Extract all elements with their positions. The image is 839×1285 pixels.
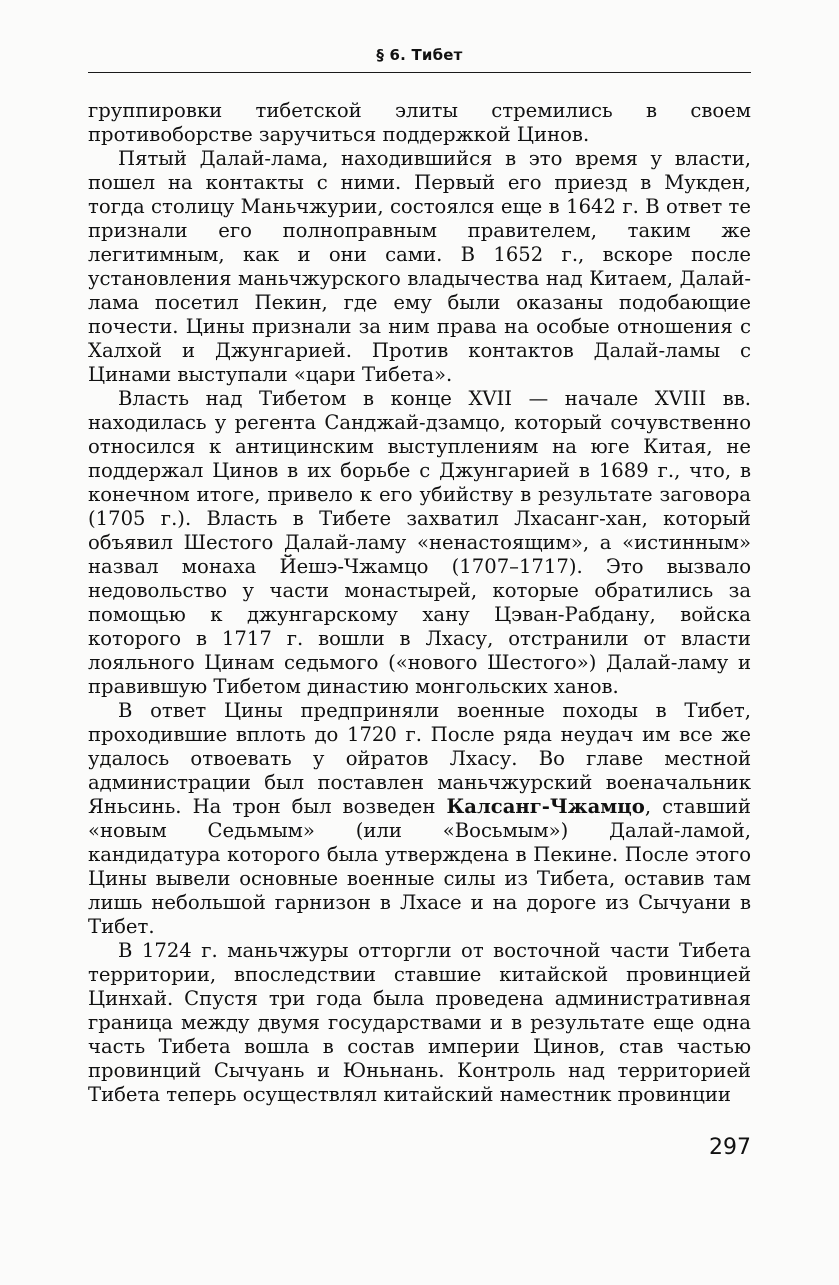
paragraph-4-bold-name: Калсанг-Чжамцо [446,795,645,818]
page-number: 297 [709,1135,751,1160]
paragraph-4-text-after: , ставший «новым Седьмым» (или «Восьмым») Далай-ламой, кандидатура которого была утверждена в Пекине. После этого Цины вывели основные военные силы из Тибета, оставив там лишь небольшой гарнизон в Лхасе и на дороге из Сычуани в Тибет. [88,795,751,938]
paragraph-4 [88,699,751,939]
body-text [88,99,751,1107]
header-rule [88,72,751,73]
paragraph-1: группировки тибетской элиты стремились в своем противоборстве заручиться поддержкой Цинов. [88,99,751,146]
running-head: § 6. Тибет [376,46,463,64]
paragraph-2: Пятый Далай-лама, находившийся в это время у власти, пошел на контакты с ними. Первый его приезд в Мукден, тогда столицу Маньчжурии, состоялся еще в 1642 г. В ответ те признали его полноправным правителем, таким же легитимным, как и они сами. В 1652 г., вскоре после установления маньчжурского владычества над Китаем, Далай-лама посетил Пекин, где ему были оказаны подобающие почести. Цины признали за ним права на особые отношения с Халхой и Джунгарией. Против контактов Далай-ламы с Цинами выступали «цари Тибета». [88,147,751,386]
paragraph-5: В 1724 г. маньчжуры отторгли от восточной части Тибета территории, впоследствии ставшие китайской провинцией Цинхай. Спустя три года была проведена административная граница между двумя государствами и в результате еще одна часть Тибета вошла в состав империи Цинов, став частью провинций Сычуань и Юньнань. Контроль над территорией Тибета теперь осуществлял китайский наместник провинции [88,939,751,1106]
paragraph-4-text-before: В ответ Цины предприняли военные походы в Тибет, проходившие вплоть до 1720 г. После ряда неудач им все же удалось отвоевать у ойратов Лхасу. Во главе местной администрации был поставлен маньчжурский военачальник Яньсинь. На трон был возведен [88,699,751,818]
paragraph-3: Власть над Тибетом в конце XVII — начале XVIII вв. находилась у регента Санджай-дзамцо, который сочувственно относился к антицинским выступлениям на юге Китая, не поддержал Цинов в их борьбе с Джунгарией в 1689 г., что, в конечном итоге, привело к его убийству в результате заговора (1705 г.). Власть в Тибете захватил Лхасанг-хан, который объявил Шестого Далай-ламу «ненастоящим», а «истинным» назвал монаха Йешэ-Чжамцо (1707–1717). Это вызвало недовольство у части монастырей, которые обратились за помощью к джунгарскому хану Цэван-Рабдану, войска которого в 1717 г. вошли в Лхасу, отстранили от власти лояльного Цинам седьмого («нового Шестого») Далай-ламу и правившую Тибетом династию монгольских ханов. [88,387,751,698]
